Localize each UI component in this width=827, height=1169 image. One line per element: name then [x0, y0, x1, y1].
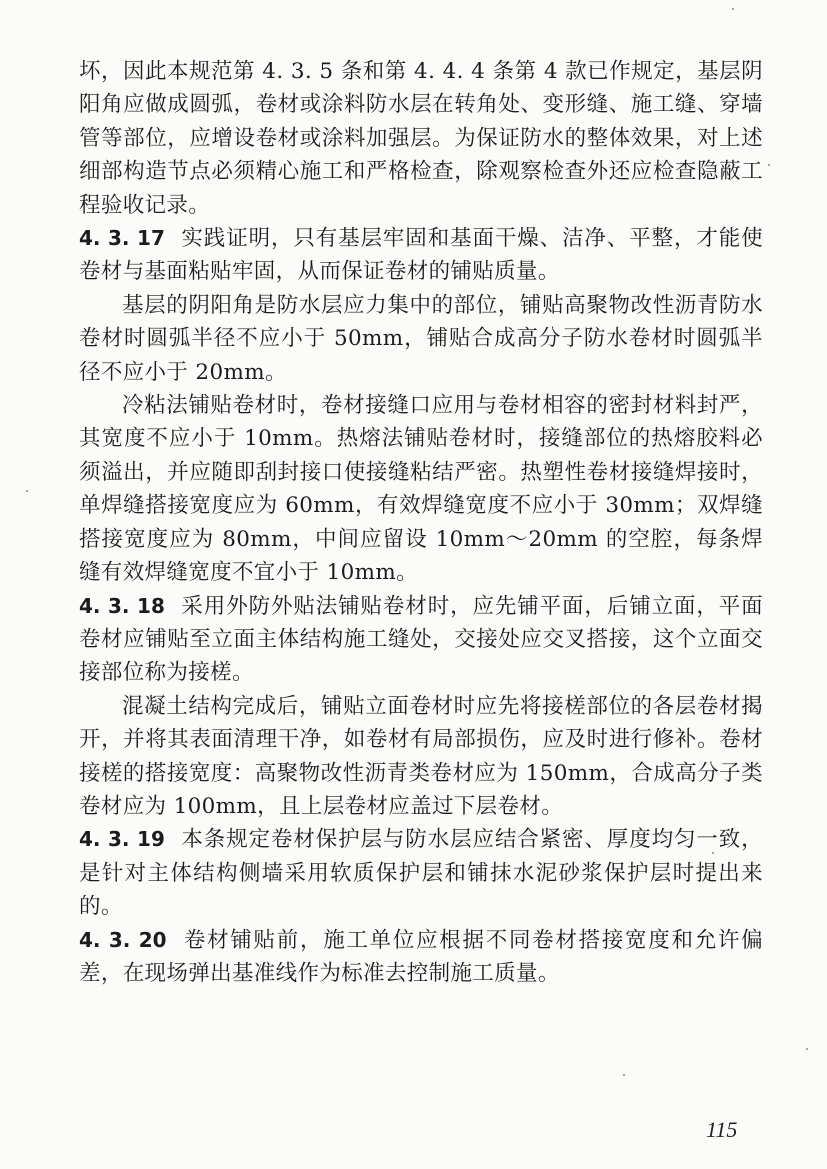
clause-4-3-20: [79, 924, 763, 991]
clause-number: 4. 3. 20: [79, 927, 167, 952]
paragraph-corner-radius: [79, 289, 763, 389]
scan-speck: [806, 1048, 808, 1050]
clause-number: 4. 3. 17: [79, 226, 165, 251]
paragraph-text: 实践证明，只有基层牢固和基面干燥、洁净、平整，才能使卷材与基面粘贴牢固，从而保证卷材的铺贴质量。: [79, 226, 763, 285]
paragraph-text: 卷材铺贴前，施工单位应根据不同卷材搭接宽度和允许偏差，在现场弹出基准线作为标准去控制施工质量。: [79, 927, 763, 986]
scan-speck: [623, 1074, 625, 1076]
clause-number: 4. 3. 18: [79, 593, 165, 618]
paragraph-seam-sealing: [79, 389, 763, 589]
paragraph-lap-joint: [79, 690, 763, 824]
paragraph-text: 本条规定卷材保护层与防水层应结合紧密、厚度均匀一致，是针对主体结构侧墙采用软质保护层和铺抹水泥砂浆保护层时提出来的。: [79, 827, 763, 920]
body-text: [79, 55, 763, 990]
paragraph-text: 冷粘法铺贴卷材时，卷材接缝口应用与卷材相容的密封材料封严，其宽度不应小于 10mm。热熔法铺贴卷材时，接缝部位的热熔胶料必须溢出，并应随即刮封接口使接缝粘结严密。热塑性卷材接缝焊接时，单焊缝搭接宽度应为 60mm，有效焊缝宽度不应小于 30mm；双焊缝搭接宽度应为 80mm，中间应留设 10mm～20mm 的空腔，每条焊缝有效焊缝宽度不宜小于 10mm。: [79, 393, 763, 586]
page-number: 115: [706, 1117, 738, 1142]
clause-4-3-17: [79, 222, 763, 289]
scan-speck: [26, 490, 28, 492]
paragraph-text: 采用外防外贴法铺贴卷材时，应先铺平面，后铺立面，平面卷材应铺贴至立面主体结构施工缝处，交接处应交叉搭接，这个立面交接部位称为接槎。: [79, 593, 763, 686]
paragraph-text: 基层的阴阳角是防水层应力集中的部位，铺贴高聚物改性沥青防水卷材时圆弧半径不应小于 50mm，铺贴合成高分子防水卷材时圆弧半径不应小于 20mm。: [79, 292, 763, 385]
paragraph-text: 混凝土结构完成后，铺贴立面卷材时应先将接槎部位的各层卷材揭开，并将其表面清理干净，如卷材有局部损伤，应及时进行修补。卷材接槎的搭接宽度：高聚物改性沥青类卷材应为 150mm，合成高分子类卷材应为 100mm，且上层卷材应盖过下层卷材。: [79, 693, 763, 819]
paragraph-text: 坏，因此本规范第 4. 3. 5 条和第 4. 4. 4 条第 4 款已作规定，基层阴阳角应做成圆弧，卷材或涂料防水层在转角处、变形缝、施工缝、穿墙管等部位，应增设卷材或涂料加强层。为保证防水的整体效果，对上述细部构造节点必须精心施工和严格检查，除观察检查外还应检查隐蔽工程验收记录。: [79, 59, 763, 218]
paragraph-continued: [79, 55, 763, 222]
scan-speck: [768, 164, 770, 166]
scan-speck: [712, 852, 714, 854]
clause-4-3-18: [79, 590, 763, 690]
scan-speck: [732, 8, 734, 10]
clause-4-3-19: [79, 823, 763, 923]
clause-number: 4. 3. 19: [79, 827, 165, 852]
